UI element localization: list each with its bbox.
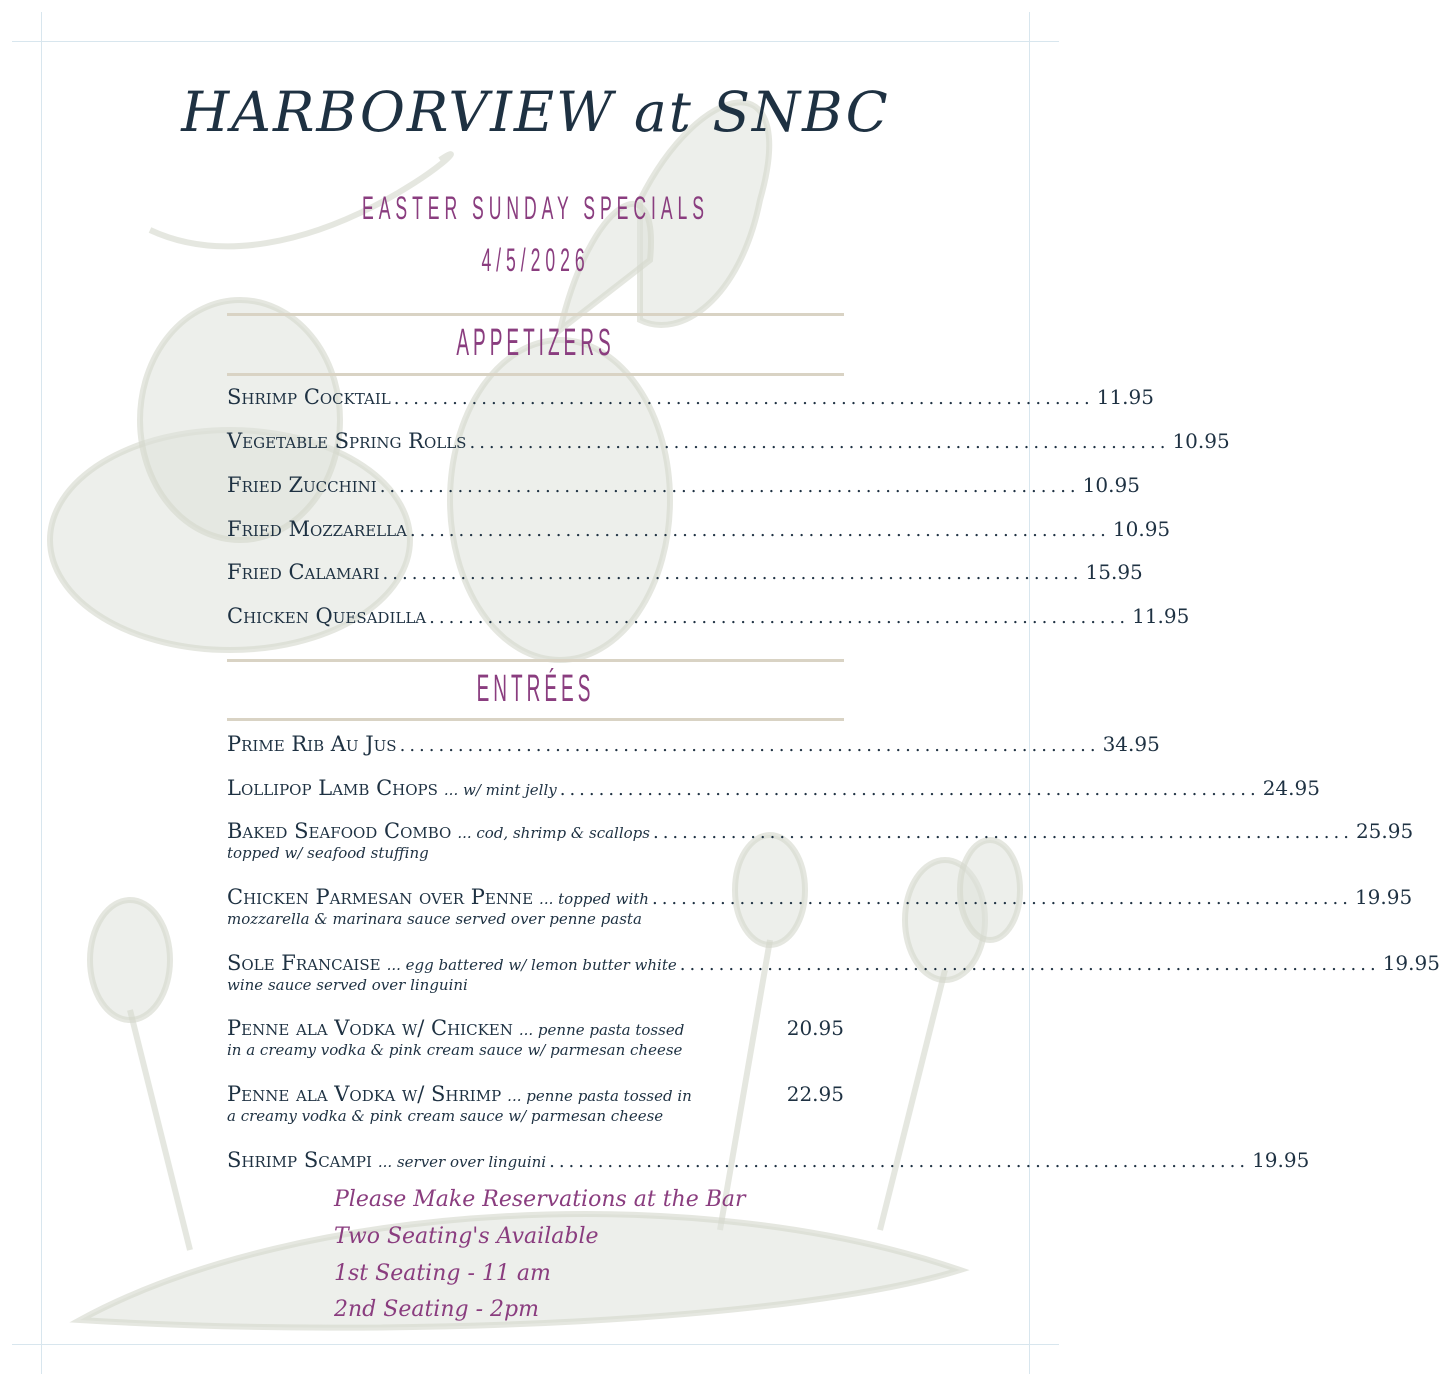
menu-item	[227, 1082, 844, 1125]
menu-item	[227, 885, 1413, 928]
entrees-heading: ENTRÉES	[476, 668, 595, 710]
divider	[227, 718, 844, 721]
item-name: Lollipop Lamb Chops	[227, 776, 438, 800]
dot-leader: ........................................................................	[382, 563, 1083, 584]
menu-item	[227, 776, 1320, 800]
item-description-continued: a creamy vodka & pink cream sauce w/ parmesan cheese	[227, 1107, 664, 1125]
item-price: 10.95	[1112, 517, 1171, 541]
item-description: ... egg battered w/ lemon butter white	[386, 956, 677, 974]
menu-item	[227, 1016, 844, 1059]
item-description: ... cod, shrimp & scallops	[457, 824, 650, 842]
item-description: ... penne pasta tossed in	[507, 1087, 692, 1105]
item-name: Shrimp Cocktail	[227, 385, 391, 409]
item-description-continued: wine sauce served over linguini	[227, 976, 468, 994]
dot-leader: ........................................................................	[652, 822, 1353, 843]
item-price: 19.95	[1252, 1148, 1310, 1172]
item-name: Fried Calamari	[227, 560, 380, 584]
menu-item	[227, 560, 1143, 584]
seating-note: Two Seating's Available	[334, 1224, 599, 1249]
dot-leader: ........................................................................	[549, 1151, 1250, 1172]
item-name: Penne ala Vodka w/ Shrimp	[227, 1082, 502, 1106]
restaurant-title: HARBORVIEW at SNBC	[181, 80, 890, 144]
dot-leader: ........................................................................	[409, 520, 1110, 541]
divider	[227, 313, 844, 316]
item-description: ... server over linguini	[377, 1153, 547, 1171]
reservation-note: Please Make Reservations at the Bar	[334, 1187, 746, 1212]
divider	[227, 373, 844, 376]
menu-item	[227, 604, 1190, 628]
appetizers-heading: APPETIZERS	[456, 322, 615, 364]
second-seating-time: 2nd Seating - 2pm	[334, 1297, 539, 1322]
item-name: Chicken Parmesan over Penne	[227, 885, 534, 909]
item-name: Chicken Quesadilla	[227, 604, 427, 628]
item-price: 25.95	[1355, 819, 1414, 843]
divider	[227, 659, 844, 662]
item-description: ... penne pasta tossed	[518, 1021, 685, 1039]
item-price: 22.95	[786, 1082, 844, 1106]
menu-item	[227, 951, 1440, 994]
item-price: 34.95	[1102, 732, 1160, 756]
item-description: ... topped with	[539, 890, 649, 908]
item-price: 11.95	[1096, 385, 1154, 409]
menu-item	[227, 1148, 1310, 1172]
dot-leader: ........................................................................	[469, 432, 1170, 453]
specials-date: 4/5/2026	[481, 242, 590, 278]
item-price: 15.95	[1085, 560, 1143, 584]
item-description-continued: topped w/ seafood stuffing	[227, 844, 429, 862]
item-price: 10.95	[1082, 473, 1140, 497]
item-price: 11.95	[1132, 604, 1190, 628]
item-price: 24.95	[1262, 776, 1320, 800]
menu-item	[227, 385, 1154, 409]
dot-leader: ........................................................................	[559, 779, 1260, 800]
item-price: 19.95	[1354, 885, 1413, 909]
item-price: 10.95	[1172, 429, 1230, 453]
item-price: 19.95	[1382, 951, 1440, 975]
dot-leader: ........................................................................	[429, 607, 1130, 628]
item-name: Shrimp Scampi	[227, 1148, 372, 1172]
item-description-continued: mozzarella & marinara sauce served over penne pasta	[227, 910, 642, 928]
item-name: Fried Zucchini	[227, 473, 377, 497]
menu-item	[227, 517, 1171, 541]
item-name: Baked Seafood Combo	[227, 819, 452, 843]
first-seating-time: 1st Seating - 11 am	[334, 1261, 551, 1286]
menu-item	[227, 819, 1414, 862]
item-description-continued: in a creamy vodka & pink cream sauce w/ parmesan cheese	[227, 1041, 683, 1059]
dot-leader: ........................................................................	[393, 388, 1094, 409]
item-name: Prime Rib Au Jus	[227, 732, 397, 756]
dot-leader: ........................................................................	[651, 888, 1352, 909]
item-name: Vegetable Spring Rolls	[227, 429, 467, 453]
menu-item	[227, 473, 1140, 497]
dot-leader: ........................................................................	[399, 735, 1100, 756]
menu-item	[227, 732, 1160, 756]
item-description: ... w/ mint jelly	[443, 781, 557, 799]
item-name: Fried Mozzarella	[227, 517, 407, 541]
item-name: Sole Francaise	[227, 951, 381, 975]
item-price: 20.95	[786, 1016, 844, 1040]
menu-item	[227, 429, 1230, 453]
dot-leader: ........................................................................	[379, 476, 1080, 497]
specials-title: EASTER SUNDAY SPECIALS	[362, 190, 709, 226]
dot-leader: ........................................................................	[679, 954, 1380, 975]
item-name: Penne ala Vodka w/ Chicken	[227, 1016, 513, 1040]
